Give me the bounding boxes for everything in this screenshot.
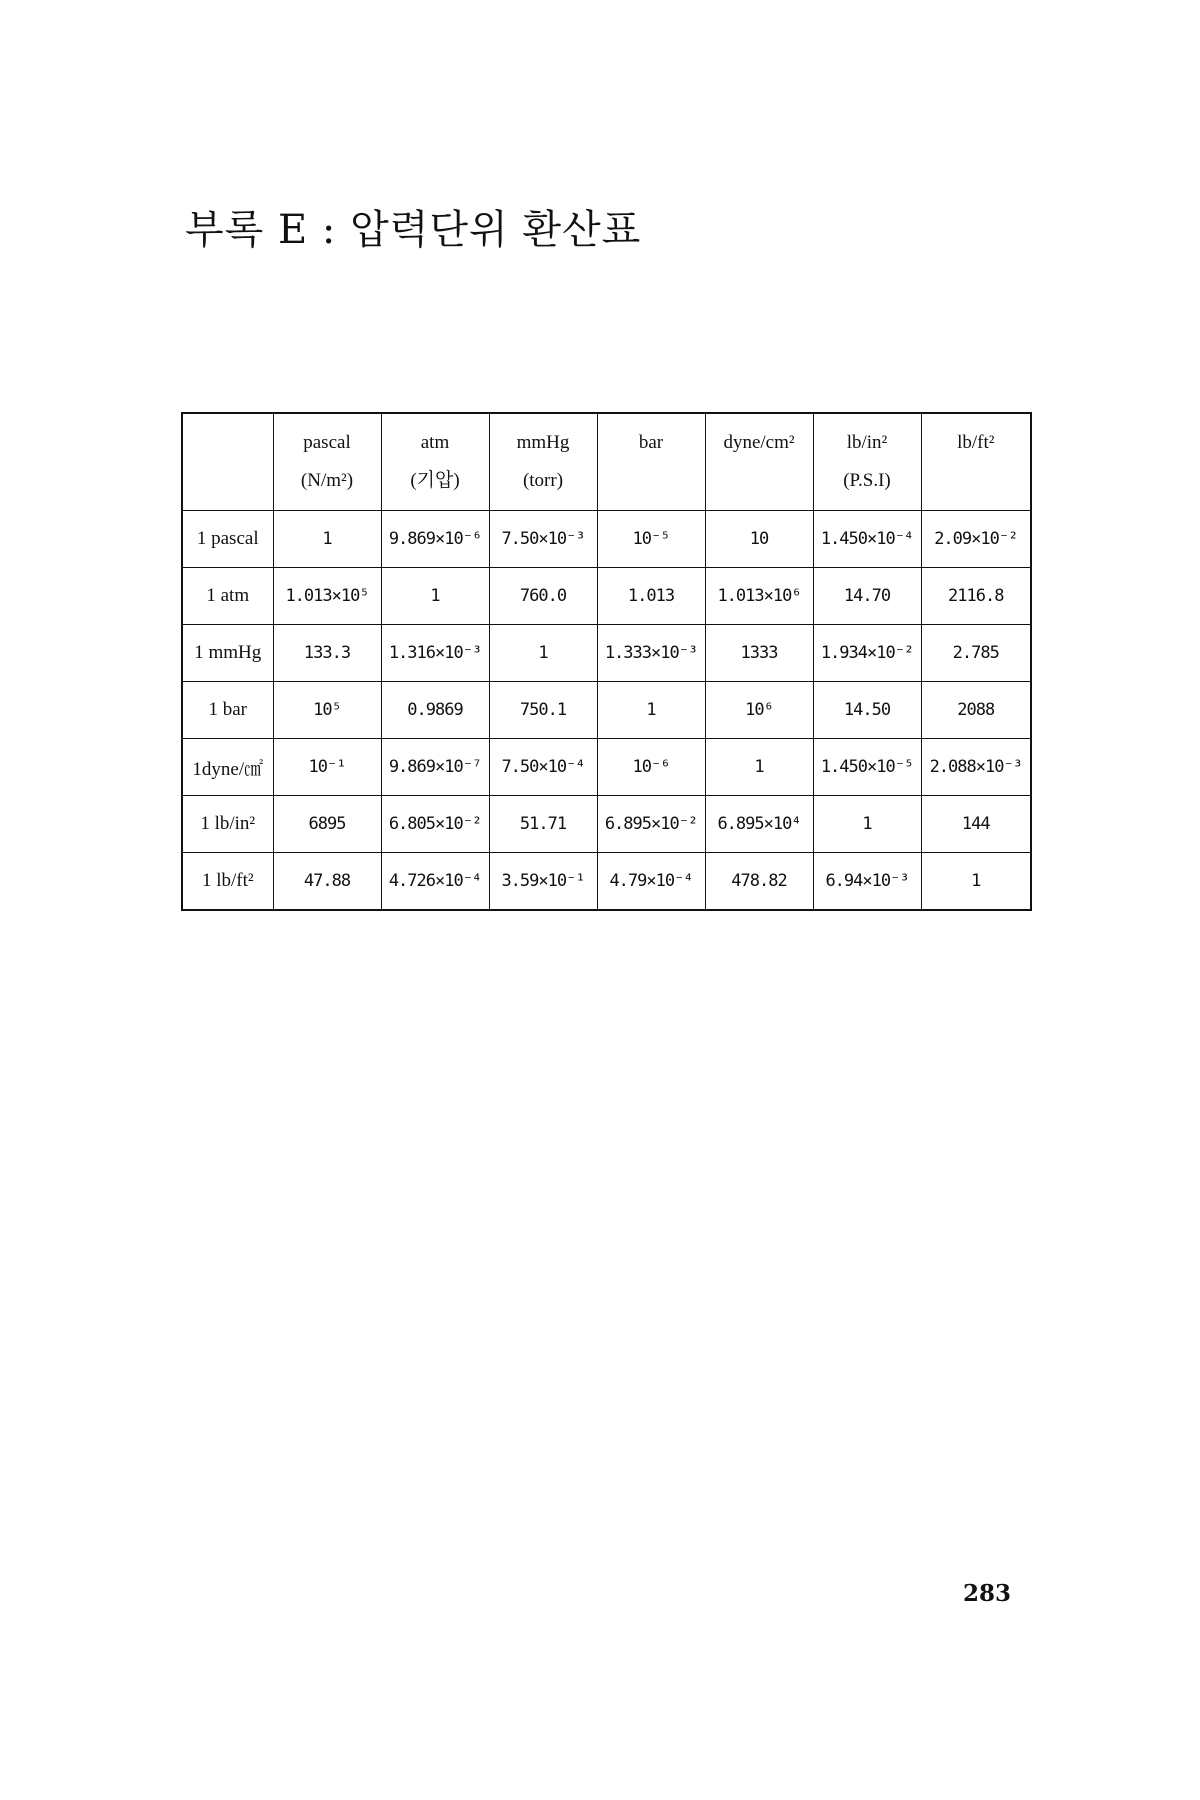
table-cell: 2.09×10⁻² <box>921 511 1031 568</box>
table-cell: 144 <box>921 796 1031 853</box>
table-cell: 1333 <box>705 625 813 682</box>
table-cell: 2088 <box>921 682 1031 739</box>
corner-cell <box>182 413 273 511</box>
table-cell: 1.333×10⁻³ <box>597 625 705 682</box>
row-header: 1 lb/ft² <box>182 853 273 911</box>
column-header <box>705 413 813 511</box>
page-title: 부록 E : 압력단위 환산표 <box>185 207 642 253</box>
table-cell: 9.869×10⁻⁷ <box>381 739 489 796</box>
column-header-subunit: (torr) <box>522 470 564 491</box>
table-cell: 2.088×10⁻³ <box>921 739 1031 796</box>
column-header-unit: lb/ft² <box>957 432 995 453</box>
row-header: 1dyne/㎠ <box>182 739 273 796</box>
row-header: 1 mmHg <box>182 625 273 682</box>
table-cell: 1.450×10⁻⁵ <box>813 739 921 796</box>
column-header <box>489 413 597 511</box>
column-header-subunit <box>598 462 705 500</box>
table-cell: 2.785 <box>921 625 1031 682</box>
column-header-unit: mmHg <box>516 432 570 453</box>
table-row <box>182 568 1031 625</box>
table-row <box>182 796 1031 853</box>
column-header-unit: atm <box>420 432 450 453</box>
table-cell: 6.805×10⁻² <box>381 796 489 853</box>
column-header-unit: bar <box>638 432 664 453</box>
column-header <box>813 413 921 511</box>
table-cell: 0.9869 <box>381 682 489 739</box>
table-cell: 1.934×10⁻² <box>813 625 921 682</box>
table-cell: 6.895×10⁴ <box>705 796 813 853</box>
table-cell: 1 <box>273 511 381 568</box>
table-row <box>182 853 1031 911</box>
row-header: 1 lb/in² <box>182 796 273 853</box>
table-cell: 51.71 <box>489 796 597 853</box>
table-cell: 10⁶ <box>705 682 813 739</box>
column-header <box>597 413 705 511</box>
table-cell: 1.013×10⁶ <box>705 568 813 625</box>
column-header-unit: dyne/cm² <box>723 432 795 453</box>
table-cell: 10⁻¹ <box>273 739 381 796</box>
column-header-subunit <box>922 462 1031 500</box>
column-header-subunit <box>706 462 813 500</box>
page-number: 283 <box>963 1580 1012 1607</box>
table-cell: 10⁻⁵ <box>597 511 705 568</box>
table-cell: 1.013 <box>597 568 705 625</box>
column-header <box>273 413 381 511</box>
table-row <box>182 682 1031 739</box>
table-cell: 750.1 <box>489 682 597 739</box>
table-cell: 478.82 <box>705 853 813 911</box>
table-cell: 760.0 <box>489 568 597 625</box>
pressure-conversion-table <box>181 412 1032 911</box>
table-cell: 1.450×10⁻⁴ <box>813 511 921 568</box>
table-cell: 14.50 <box>813 682 921 739</box>
table-cell: 6.94×10⁻³ <box>813 853 921 911</box>
table-cell: 1 <box>705 739 813 796</box>
table-row <box>182 511 1031 568</box>
row-header: 1 pascal <box>182 511 273 568</box>
table-row <box>182 739 1031 796</box>
table-cell: 1 <box>489 625 597 682</box>
table-cell: 1 <box>597 682 705 739</box>
table-cell: 6895 <box>273 796 381 853</box>
table-cell: 1 <box>921 853 1031 911</box>
table-cell: 9.869×10⁻⁶ <box>381 511 489 568</box>
table-cell: 14.70 <box>813 568 921 625</box>
table-cell: 7.50×10⁻³ <box>489 511 597 568</box>
column-header <box>921 413 1031 511</box>
table-header-row <box>182 413 1031 511</box>
conversion-table-container <box>181 412 1032 911</box>
table-cell: 133.3 <box>273 625 381 682</box>
table-cell: 10 <box>705 511 813 568</box>
table-cell: 4.79×10⁻⁴ <box>597 853 705 911</box>
column-header-subunit: (N/m²) <box>300 470 354 491</box>
table-cell: 1.013×10⁵ <box>273 568 381 625</box>
table-cell: 1.316×10⁻³ <box>381 625 489 682</box>
column-header-unit: lb/in² <box>846 432 888 453</box>
column-header-subunit: (P.S.I) <box>843 470 891 491</box>
column-header <box>381 413 489 511</box>
table-cell: 7.50×10⁻⁴ <box>489 739 597 796</box>
table-cell: 2116.8 <box>921 568 1031 625</box>
table-cell: 47.88 <box>273 853 381 911</box>
table-row <box>182 625 1031 682</box>
table-cell: 3.59×10⁻¹ <box>489 853 597 911</box>
column-header-unit: pascal <box>303 432 351 453</box>
row-header: 1 atm <box>182 568 273 625</box>
table-cell: 10⁵ <box>273 682 381 739</box>
table-cell: 4.726×10⁻⁴ <box>381 853 489 911</box>
table-cell: 1 <box>813 796 921 853</box>
column-header-subunit: (기압) <box>410 470 460 491</box>
row-header: 1 bar <box>182 682 273 739</box>
table-cell: 6.895×10⁻² <box>597 796 705 853</box>
table-cell: 1 <box>381 568 489 625</box>
table-cell: 10⁻⁶ <box>597 739 705 796</box>
